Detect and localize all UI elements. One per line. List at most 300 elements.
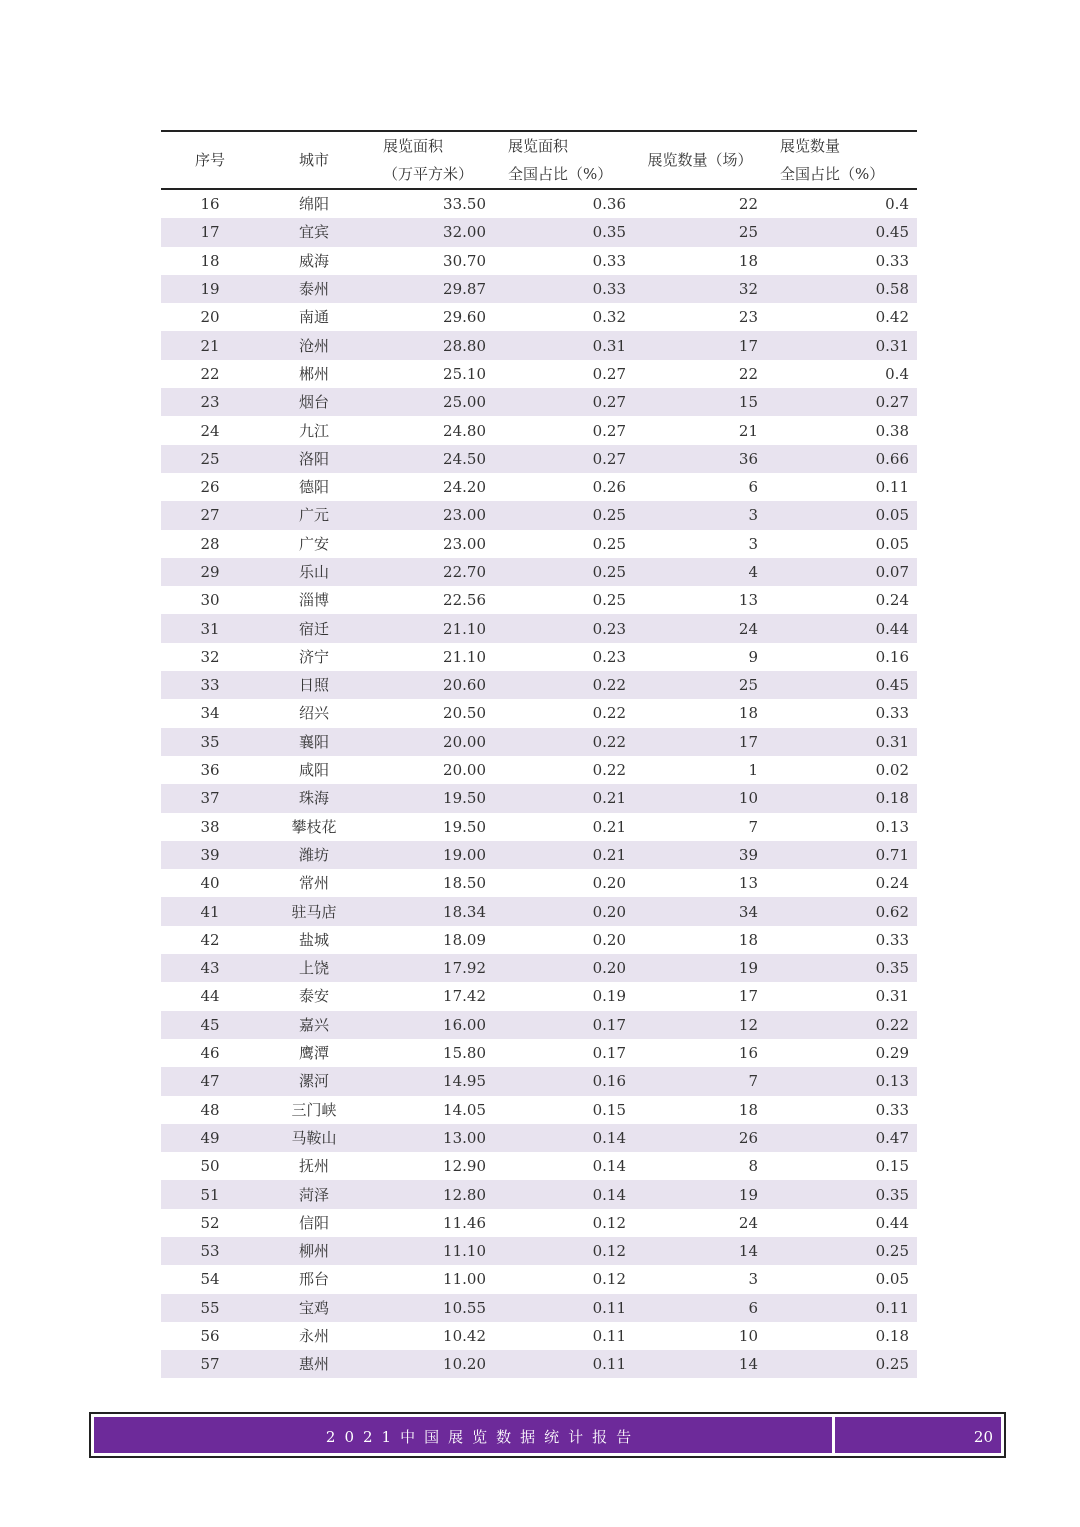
cell-count-share: 0.29: [875, 1044, 909, 1063]
cell-count: 25: [634, 218, 766, 246]
cell-count-share: 0.13: [766, 1067, 917, 1095]
cell-index: 40: [200, 874, 220, 893]
cell-city: 抚州: [298, 1157, 329, 1176]
cell-area-share: 0.21: [494, 784, 634, 812]
cell-count-share: 0.24: [875, 874, 909, 893]
table-row: [161, 643, 917, 671]
cell-city: 广安: [298, 534, 329, 553]
cell-area-share: 0.22: [592, 704, 626, 723]
cell-index: 33: [161, 671, 259, 699]
cell-area: 23.00: [369, 501, 494, 529]
cell-count: 17: [738, 987, 758, 1006]
cell-area-share: 0.14: [494, 1180, 634, 1208]
cell-count: 34: [634, 897, 766, 925]
footer-divider: [832, 1417, 835, 1453]
cell-index: 34: [200, 704, 220, 723]
cell-count: 7: [748, 817, 758, 836]
cell-index: 37: [161, 784, 259, 812]
cell-city: 宝鸡: [259, 1294, 369, 1322]
table-row: [161, 1067, 917, 1095]
cell-count-share: 0.71: [766, 841, 917, 869]
cell-area-share: 0.27: [494, 445, 634, 473]
cell-city: 漯河: [259, 1067, 369, 1095]
cell-area-share: 0.15: [592, 1100, 626, 1119]
cell-area-share: 0.35: [494, 218, 634, 246]
cell-index: 18: [200, 251, 220, 270]
table-row: [161, 699, 917, 727]
cell-city: 常州: [298, 874, 329, 893]
cell-area-share: 0.20: [494, 954, 634, 982]
cell-area: 12.80: [369, 1180, 494, 1208]
cell-area: 17.92: [369, 954, 494, 982]
cell-count: 22: [738, 364, 758, 383]
cell-area: 24.50: [369, 445, 494, 473]
cell-count: 23: [738, 308, 758, 327]
cell-index: 51: [161, 1180, 259, 1208]
footer-report-title: 2021中国展览数据统计报告: [325, 1428, 641, 1446]
table-row: [161, 1096, 917, 1124]
cell-area-share: 0.11: [494, 1350, 634, 1378]
cell-count: 1: [748, 761, 758, 780]
cell-city: 惠州: [259, 1350, 369, 1378]
cell-count-share: 0.33: [875, 251, 909, 270]
cell-count: 13: [738, 591, 758, 610]
table-row: [161, 1011, 917, 1039]
header-area-line1: 展览面积: [383, 137, 444, 155]
cell-count: 22: [738, 195, 758, 214]
cell-area: 15.80: [443, 1044, 486, 1063]
cell-count: 7: [634, 1067, 766, 1095]
cell-area: 24.80: [443, 421, 486, 440]
table-row: [161, 1124, 917, 1152]
table-row: [161, 558, 917, 586]
table-row: [161, 926, 917, 954]
cell-index: 43: [161, 954, 259, 982]
table-row: [161, 218, 917, 246]
cell-count-share: 0.24: [875, 591, 909, 610]
cell-area: 17.42: [443, 987, 486, 1006]
cell-count: 21: [738, 421, 758, 440]
cell-index: 23: [161, 388, 259, 416]
cell-area: 11.46: [443, 1213, 486, 1232]
table-row: [161, 784, 917, 812]
cell-count: 18: [738, 930, 758, 949]
cell-city: 襄阳: [259, 728, 369, 756]
table-row: [161, 1209, 917, 1237]
cell-index: 21: [161, 331, 259, 359]
cell-area-share: 0.27: [494, 388, 634, 416]
cell-count-share: 0.4: [885, 364, 909, 383]
cell-count-share: 0.45: [766, 218, 917, 246]
cell-count-share: 0.31: [766, 331, 917, 359]
cell-index: 19: [161, 275, 259, 303]
cell-count-share: 0.47: [766, 1124, 917, 1152]
cell-city: 马鞍山: [259, 1124, 369, 1152]
header-area-share-line1: 展览面积: [508, 137, 569, 155]
cell-area-share: 0.33: [592, 251, 626, 270]
cell-area: 24.20: [443, 478, 486, 497]
cell-index: 30: [200, 591, 220, 610]
table-row: [161, 1322, 917, 1350]
cell-area: 20.00: [443, 761, 486, 780]
table-row: [161, 671, 917, 699]
cell-city: 绵阳: [298, 195, 329, 214]
cell-index: 22: [200, 364, 220, 383]
cell-area: 10.42: [443, 1327, 486, 1346]
cell-count: 4: [634, 558, 766, 586]
cell-index: 57: [161, 1350, 259, 1378]
cell-count-share: 0.66: [766, 445, 917, 473]
cell-count-share: 0.05: [766, 501, 917, 529]
cell-count-share: 0.58: [766, 275, 917, 303]
cell-index: 54: [200, 1270, 220, 1289]
cell-area-share: 0.14: [592, 1157, 626, 1176]
cell-count: 32: [634, 275, 766, 303]
cell-count-share: 0.07: [766, 558, 917, 586]
cell-area: 25.10: [443, 364, 486, 383]
table-row: [161, 303, 917, 331]
table-row: [161, 1265, 917, 1293]
table-row: [161, 1237, 917, 1265]
cell-index: 24: [200, 421, 220, 440]
cell-area: 10.55: [369, 1294, 494, 1322]
cell-area-share: 0.27: [592, 364, 626, 383]
cell-index: 48: [200, 1100, 220, 1119]
table-row: [161, 982, 917, 1010]
cell-count: 18: [738, 251, 758, 270]
table-row: [161, 247, 917, 275]
cell-index: 17: [161, 218, 259, 246]
cell-area: 11.10: [369, 1237, 494, 1265]
cell-index: 39: [161, 841, 259, 869]
table-row: [161, 530, 917, 558]
cell-city: 德阳: [298, 478, 329, 497]
cell-city: 泰州: [259, 275, 369, 303]
cell-city: 驻马店: [259, 897, 369, 925]
cell-count-share: 0.38: [875, 421, 909, 440]
cell-area-share: 0.25: [494, 501, 634, 529]
cell-area: 11.00: [443, 1270, 486, 1289]
cell-city: 柳州: [259, 1237, 369, 1265]
cell-index: 46: [200, 1044, 220, 1063]
cell-area: 21.10: [369, 614, 494, 642]
cell-area: 20.60: [369, 671, 494, 699]
cell-city: 洛阳: [259, 445, 369, 473]
cell-count: 10: [634, 784, 766, 812]
cell-city: 烟台: [259, 388, 369, 416]
cell-count: 18: [738, 1100, 758, 1119]
cell-area: 30.70: [443, 251, 486, 270]
cell-area: 19.00: [369, 841, 494, 869]
cell-count-share: 0.18: [875, 1327, 909, 1346]
cell-index: 29: [161, 558, 259, 586]
table-row: [161, 728, 917, 756]
cell-area: 29.60: [443, 308, 486, 327]
cell-city: 济宁: [298, 647, 329, 666]
cell-area-share: 0.23: [592, 647, 626, 666]
cell-area-share: 0.33: [494, 275, 634, 303]
cell-index: 27: [161, 501, 259, 529]
cell-count-share: 0.13: [875, 817, 909, 836]
cell-area-share: 0.22: [494, 728, 634, 756]
cell-city: 泰安: [298, 987, 329, 1006]
cell-area: 25.00: [369, 388, 494, 416]
page-footer: [89, 1412, 1006, 1458]
cell-area: 16.00: [369, 1011, 494, 1039]
cell-area: 12.90: [443, 1157, 486, 1176]
cell-area-share: 0.32: [592, 308, 626, 327]
cell-area: 32.00: [369, 218, 494, 246]
cell-city: 潍坊: [259, 841, 369, 869]
cell-area-share: 0.27: [592, 421, 626, 440]
cell-count: 9: [748, 647, 758, 666]
cell-city: 淄博: [298, 591, 329, 610]
table-row: [161, 1152, 917, 1180]
cell-count: 15: [634, 388, 766, 416]
cell-count: 16: [738, 1044, 758, 1063]
page-number: 20: [973, 1428, 993, 1446]
cell-area-share: 0.25: [592, 591, 626, 610]
header-city: 城市: [259, 131, 369, 189]
cell-count-share: 0.02: [875, 761, 909, 780]
cell-count-share: 0.62: [766, 897, 917, 925]
cell-area-share: 0.14: [494, 1124, 634, 1152]
cell-area: 20.50: [443, 704, 486, 723]
cell-count: 10: [738, 1327, 758, 1346]
cell-count: 36: [634, 445, 766, 473]
table-row: [161, 1039, 917, 1067]
cell-area-share: 0.12: [592, 1213, 626, 1232]
cell-city: 九江: [298, 421, 329, 440]
cell-count-share: 0.31: [875, 987, 909, 1006]
cell-count: 24: [738, 1213, 758, 1232]
table-row: [161, 473, 917, 501]
table-row: [161, 586, 917, 614]
cell-count: 26: [634, 1124, 766, 1152]
cell-count-share: 0.33: [875, 704, 909, 723]
table-row: [161, 897, 917, 925]
cell-area-share: 0.25: [494, 558, 634, 586]
cell-index: 31: [161, 614, 259, 642]
table-row: [161, 954, 917, 982]
cell-area: 20.00: [369, 728, 494, 756]
cell-count: 3: [748, 534, 758, 553]
cell-area-share: 0.16: [494, 1067, 634, 1095]
cell-area: 22.70: [369, 558, 494, 586]
cell-area-share: 0.31: [494, 331, 634, 359]
cell-area: 23.00: [443, 534, 486, 553]
cell-count-share: 0.33: [875, 930, 909, 949]
cell-count: 24: [634, 614, 766, 642]
cell-count: 14: [634, 1350, 766, 1378]
cell-area-share: 0.12: [494, 1237, 634, 1265]
cell-area-share: 0.11: [494, 1294, 634, 1322]
cell-count-share: 0.15: [875, 1157, 909, 1176]
cell-count: 19: [634, 1180, 766, 1208]
cell-city: 上饶: [259, 954, 369, 982]
cell-city: 邢台: [298, 1270, 329, 1289]
cell-index: 47: [161, 1067, 259, 1095]
table-row: [161, 445, 917, 473]
cell-area: 18.09: [443, 930, 486, 949]
cell-index: 28: [200, 534, 220, 553]
cell-city: 郴州: [298, 364, 329, 383]
cell-index: 53: [161, 1237, 259, 1265]
table-row: [161, 360, 917, 388]
cell-area-share: 0.22: [494, 671, 634, 699]
table-row: [161, 1350, 917, 1378]
cell-count: 19: [634, 954, 766, 982]
cell-index: 36: [200, 761, 220, 780]
cell-city: 咸阳: [298, 761, 329, 780]
cell-index: 26: [200, 478, 220, 497]
cell-count: 8: [748, 1157, 758, 1176]
cell-index: 41: [161, 897, 259, 925]
cell-area-share: 0.11: [592, 1327, 626, 1346]
cell-city: 鹰潭: [298, 1044, 329, 1063]
cell-area: 29.87: [369, 275, 494, 303]
cell-count: 6: [748, 478, 758, 497]
cell-city: 广元: [259, 501, 369, 529]
cell-area-share: 0.12: [592, 1270, 626, 1289]
cell-index: 25: [161, 445, 259, 473]
table-row: [161, 331, 917, 359]
cell-index: 49: [161, 1124, 259, 1152]
cell-index: 50: [200, 1157, 220, 1176]
cell-city: 乐山: [259, 558, 369, 586]
table-row: [161, 869, 917, 897]
table-row: [161, 501, 917, 529]
header-count: 展览数量（场）: [634, 131, 766, 189]
cell-city: 永州: [298, 1327, 329, 1346]
cell-count: 18: [738, 704, 758, 723]
cell-area-share: 0.22: [592, 761, 626, 780]
cell-count-share: 0.4: [885, 195, 909, 214]
cell-index: 35: [161, 728, 259, 756]
cell-area: 19.50: [443, 817, 486, 836]
cell-city: 攀枝花: [291, 817, 337, 836]
cell-count: 13: [738, 874, 758, 893]
table-row: [161, 275, 917, 303]
cell-count: 39: [634, 841, 766, 869]
table-body: [161, 189, 917, 1378]
cell-count-share: 0.11: [766, 1294, 917, 1322]
cell-index: 38: [200, 817, 220, 836]
cell-index: 44: [200, 987, 220, 1006]
cell-area-share: 0.23: [494, 614, 634, 642]
cell-city: 菏泽: [259, 1180, 369, 1208]
header-count-share-line2: 全国占比（%）: [780, 165, 885, 183]
cell-area: 14.05: [443, 1100, 486, 1119]
cell-city: 宿迁: [259, 614, 369, 642]
cell-count-share: 0.22: [766, 1011, 917, 1039]
footer-band: [94, 1417, 1001, 1453]
cell-index: 56: [200, 1327, 220, 1346]
cell-count: 3: [634, 501, 766, 529]
table-row: [161, 416, 917, 444]
cell-area: 33.50: [443, 195, 486, 214]
cell-index: 20: [200, 308, 220, 327]
cell-count: 14: [634, 1237, 766, 1265]
cell-count-share: 0.16: [875, 647, 909, 666]
cell-count-share: 0.05: [875, 1270, 909, 1289]
cell-count-share: 0.05: [875, 534, 909, 553]
cell-city: 日照: [259, 671, 369, 699]
cell-area-share: 0.17: [494, 1011, 634, 1039]
cell-area-share: 0.19: [592, 987, 626, 1006]
cell-count-share: 0.44: [875, 1213, 909, 1232]
cell-area-share: 0.36: [592, 195, 626, 214]
cell-count-share: 0.11: [875, 478, 909, 497]
cell-count: 17: [634, 331, 766, 359]
table-row: [161, 841, 917, 869]
table-header-row: [161, 131, 917, 189]
cell-city: 信阳: [298, 1213, 329, 1232]
cell-count-share: 0.45: [766, 671, 917, 699]
table-row: [161, 1294, 917, 1322]
table-row: [161, 756, 917, 784]
cell-area: 18.34: [369, 897, 494, 925]
cell-count-share: 0.42: [875, 308, 909, 327]
cell-area: 28.80: [369, 331, 494, 359]
cell-count-share: 0.27: [766, 388, 917, 416]
cell-city: 珠海: [259, 784, 369, 812]
table-row: [161, 189, 917, 218]
cell-area: 19.50: [369, 784, 494, 812]
cell-count: 25: [634, 671, 766, 699]
cell-index: 16: [200, 195, 220, 214]
cell-index: 32: [200, 647, 220, 666]
table-row: [161, 1180, 917, 1208]
cell-area: 10.20: [369, 1350, 494, 1378]
cell-area-share: 0.26: [592, 478, 626, 497]
header-area: [369, 131, 494, 189]
cell-index: 52: [200, 1213, 220, 1232]
header-area-line2: （万平方米）: [383, 165, 474, 183]
header-count-share: [766, 131, 917, 189]
cell-area: 21.10: [443, 647, 486, 666]
cell-city: 嘉兴: [259, 1011, 369, 1039]
cell-area: 22.56: [443, 591, 486, 610]
cell-count: 12: [634, 1011, 766, 1039]
cell-area: 18.50: [443, 874, 486, 893]
cell-city: 三门峡: [291, 1100, 337, 1119]
cell-count-share: 0.25: [766, 1237, 917, 1265]
cell-city: 南通: [298, 308, 329, 327]
cell-area: 14.95: [369, 1067, 494, 1095]
cell-area-share: 0.21: [494, 841, 634, 869]
cell-index: 55: [161, 1294, 259, 1322]
cell-count-share: 0.35: [766, 954, 917, 982]
cell-city: 宜宾: [259, 218, 369, 246]
cell-count: 17: [634, 728, 766, 756]
table-row: [161, 388, 917, 416]
header-area-share: [494, 131, 634, 189]
cell-city: 绍兴: [298, 704, 329, 723]
header-count-share-line1: 展览数量: [780, 137, 841, 155]
header-area-share-line2: 全国占比（%）: [508, 165, 613, 183]
cell-city: 威海: [298, 251, 329, 270]
cell-city: 沧州: [259, 331, 369, 359]
cell-area-share: 0.25: [592, 534, 626, 553]
cell-count: 3: [748, 1270, 758, 1289]
cell-index: 42: [200, 930, 220, 949]
cell-count: 6: [634, 1294, 766, 1322]
cell-count-share: 0.18: [766, 784, 917, 812]
cell-count-share: 0.25: [766, 1350, 917, 1378]
header-index: 序号: [161, 131, 259, 189]
cell-area-share: 0.17: [592, 1044, 626, 1063]
